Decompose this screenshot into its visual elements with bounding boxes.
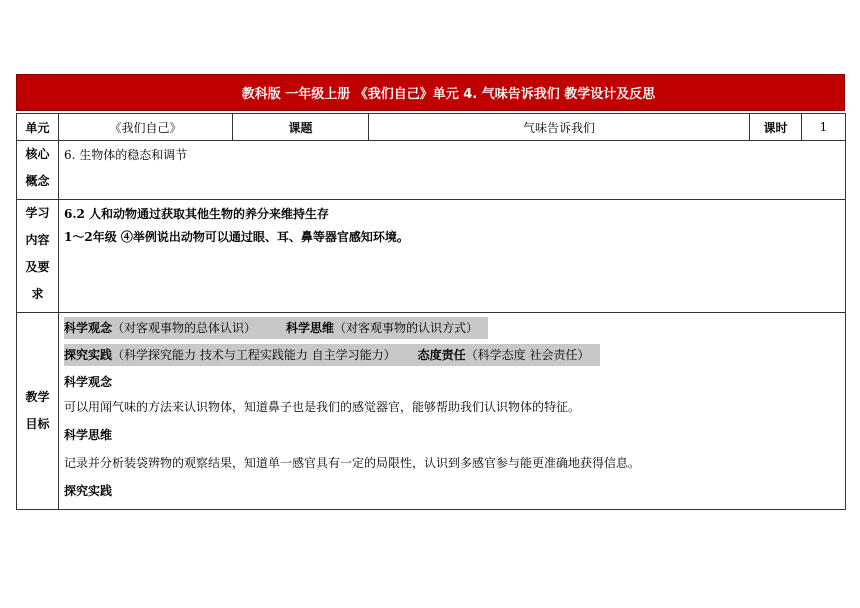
topic-value: 气味告诉我们	[369, 114, 750, 141]
learning-requirement-line-2: 1～2年级 ④举例说出动物可以通过眼、耳、鼻等器官感知环境。	[64, 230, 409, 244]
unit-value: 《我们自己》	[59, 114, 233, 141]
goal-dimension-inquiry-practice: 探究实践	[64, 348, 113, 362]
lesson-plan-document	[16, 74, 845, 510]
document-title: 教科版 一年级上册 《我们自己》单元 4. 气味告诉我们 教学设计及反思	[16, 74, 845, 111]
core-concept-text: 6. 生物体的稳态和调节	[64, 148, 188, 162]
core-concept-cell	[59, 141, 846, 200]
teaching-goals-cell	[59, 313, 846, 510]
goal-section-title-2: 科学思维	[64, 428, 113, 442]
learning-requirements-cell	[59, 200, 846, 313]
core-concept-row	[17, 141, 846, 200]
goal-section-title-3: 探究实践	[64, 484, 113, 498]
goal-dimensions-line-1: 科学观念（对客观事物的总体认识） 科学思维（对客观事物的认识方式）	[64, 317, 840, 339]
goal-dimension-attitude-responsibility: 态度责任	[417, 348, 466, 362]
goal-dimensions-line-2: 探究实践（科学探究能力 技术与工程实践能力 自主学习能力） 态度责任（科学态度 社会责任）	[64, 344, 840, 366]
goal-section-title-1: 科学观念	[64, 375, 113, 389]
teaching-goals-label: 教学 目标	[17, 313, 59, 510]
teaching-goals-row	[17, 313, 846, 510]
goal-section-text-2: 记录并分析装袋辨物的观察结果，知道单一感官具有一定的局限性，认识到多感官参与能更准确地获得信息。	[64, 456, 641, 470]
goal-section-text-1: 可以用闻气味的方法来认识物体，知道鼻子也是我们的感觉器官，能够帮助我们认识物体的特征。	[64, 400, 581, 414]
learning-requirement-line-1: 6.2 人和动物通过获取其他生物的养分来维持生存	[64, 207, 330, 221]
hours-value: 1	[802, 114, 846, 141]
goal-dimension-science-thinking: 科学思维	[286, 321, 335, 335]
goal-dimension-science-concept: 科学观念	[64, 321, 113, 335]
core-concept-label: 核心 概念	[17, 141, 59, 200]
unit-label: 单元	[17, 114, 59, 141]
learning-requirements-row	[17, 200, 846, 313]
topic-label: 课题	[233, 114, 369, 141]
lesson-plan-table	[16, 113, 846, 510]
header-row	[17, 114, 846, 141]
hours-label: 课时	[750, 114, 802, 141]
learning-requirements-label: 学习 内容 及要 求	[17, 200, 59, 313]
